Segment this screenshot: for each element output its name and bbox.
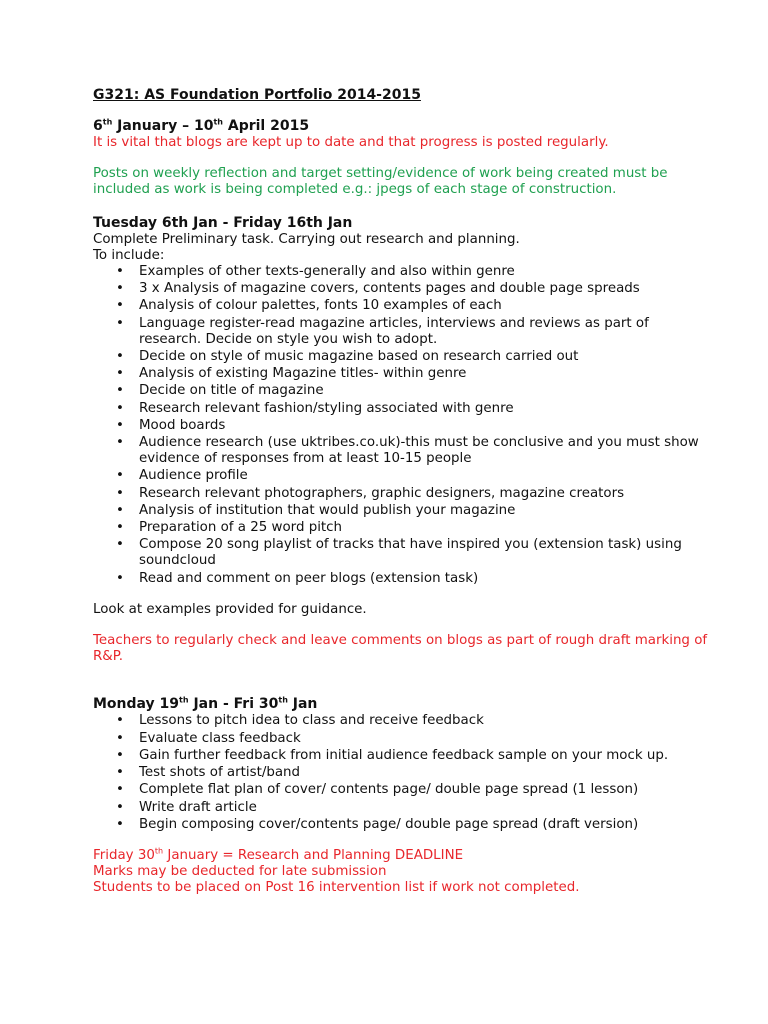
section2-heading-part: Jan: [287, 696, 318, 713]
list-item: • Write draft article: [93, 800, 708, 816]
section1-include-label: To include:: [93, 247, 165, 263]
deadline-text: January = Research and Planning DEADLINE: [163, 847, 464, 863]
deadline-line: [93, 848, 708, 864]
section2-task-list: [93, 713, 708, 832]
list-item: • 3 x Analysis of magazine covers, contents pages and double page spreads: [93, 281, 708, 297]
term-date-heading: [93, 117, 708, 135]
document-title: G321: AS Foundation Portfolio 2014-2015: [93, 87, 421, 103]
list-item: • Preparation of a 25 word pitch: [93, 520, 708, 536]
list-item: • Language register-read magazine articles, interviews and reviews as part of research. Decide on style you wish to adopt.: [93, 316, 708, 348]
list-item: • Audience research (use uktribes.co.uk)-this must be conclusive and you must show evidence of responses from at least 10-15 people: [93, 435, 708, 467]
section1-lead: Complete Preliminary task. Carrying out research and planning.: [93, 231, 520, 247]
teachers-note: Teachers to regularly check and leave comments on blogs as part of rough draft marking of R&P.: [93, 633, 708, 665]
section2-heading-suffix: th: [278, 695, 288, 705]
date-middle: January – 10: [112, 118, 214, 134]
section1-task-list: [93, 264, 708, 587]
list-item: • Decide on style of music magazine based on research carried out: [93, 349, 708, 365]
list-item: • Mood boards: [93, 418, 708, 434]
list-item: • Compose 20 song playlist of tracks that have inspired you (extension task) using soundcloud: [93, 537, 708, 569]
list-item: • Research relevant fashion/styling associated with genre: [93, 401, 708, 417]
deadline-date-suffix: th: [154, 846, 164, 856]
date-end-suffix: th: [213, 117, 223, 127]
deadline-notice: [93, 848, 708, 897]
late-submission-line: Marks may be deducted for late submission: [93, 864, 387, 880]
blog-progress-notice: It is vital that blogs are kept up to date and that progress is posted regularly.: [93, 135, 609, 150]
section1-heading: Tuesday 6th Jan - Friday 16th Jan: [93, 214, 353, 231]
list-item: • Begin composing cover/contents page/ double page spread (draft version): [93, 817, 708, 833]
list-item: • Evaluate class feedback: [93, 731, 708, 747]
list-item: • Analysis of institution that would publish your magazine: [93, 503, 708, 519]
section2-heading-suffix: th: [179, 695, 189, 705]
list-item: • Analysis of existing Magazine titles- within genre: [93, 366, 708, 382]
list-item: • Test shots of artist/band: [93, 765, 708, 781]
list-item: • Examples of other texts-generally and also within genre: [93, 264, 708, 280]
date-start-suffix: th: [102, 117, 113, 127]
list-item: • Analysis of colour palettes, fonts 10 examples of each: [93, 298, 708, 314]
weekly-reflection-notice: Posts on weekly reflection and target setting/evidence of work being created must be included as work is being completed e.g.: jpegs of each stage of construction.: [93, 166, 668, 198]
section2-heading: [93, 695, 708, 713]
list-item: • Complete flat plan of cover/ contents page/ double page spread (1 lesson): [93, 782, 708, 798]
section2-heading-part: Monday 19: [93, 696, 180, 713]
deadline-date: Friday 30: [93, 847, 155, 863]
guidance-note: Look at examples provided for guidance.: [93, 601, 367, 617]
list-item: • Read and comment on peer blogs (extension task): [93, 571, 708, 587]
list-item: • Lessons to pitch idea to class and receive feedback: [93, 713, 708, 729]
list-item: • Audience profile: [93, 468, 708, 484]
list-item: • Research relevant photographers, graphic designers, magazine creators: [93, 486, 708, 502]
list-item: • Gain further feedback from initial audience feedback sample on your mock up.: [93, 748, 708, 764]
date-end: April 2015: [222, 118, 310, 134]
intervention-line: Students to be placed on Post 16 intervention list if work not completed.: [93, 880, 580, 896]
list-item: • Decide on title of magazine: [93, 383, 708, 399]
date-start-day: 6: [93, 118, 103, 134]
section2-heading-part: Jan - Fri 30: [188, 696, 279, 713]
